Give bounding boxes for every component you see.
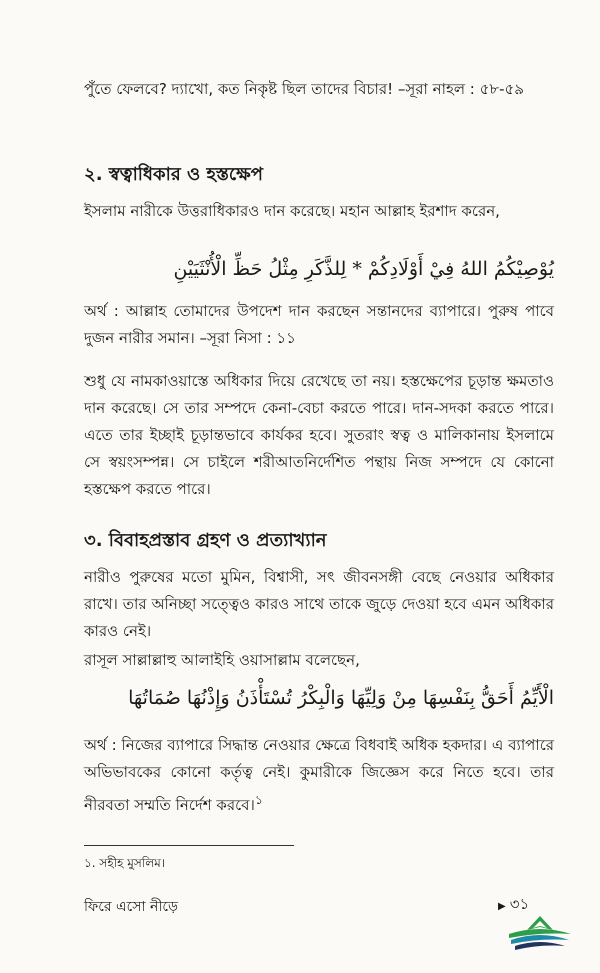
section-body: নারীও পুরুষের মতো মুমিন, বিশ্বাসী, সৎ জীবনসঙ্গী বেছে নেওয়ার অধিকার রাখে। তার অনিচ্ছা সত্ত্বেও কারও সাথে তাকে জুড়ে দেওয়া হবে এমন অধিকার কারও নেই। <box>84 568 554 640</box>
footnote: ১. সহীহ মুসলিম। <box>84 856 166 870</box>
page-number: ৩১ <box>509 895 530 913</box>
publisher-logo-icon <box>505 912 575 958</box>
footnote-marker: ১ <box>254 792 263 807</box>
continued-paragraph: পুঁতে ফেলবে? দ্যাখো, কত নিকৃষ্ট ছিল তাদের বিচার! –সূরা নাহল : ৫৮-৫৯ <box>84 80 524 98</box>
section-body: শুধু যে নামকাওয়াস্তে অধিকার দিয়ে রেখেছে তা নয়। হস্তক্ষেপের চূড়ান্ত ক্ষমতাও দান করেছে। সে তার সম্পদে কেনা-বেচা করতে পারে। দান-সদকা করতে পারে। এতে তার ইচ্ছাই চূড়ান্তভাবে কার্যকর হবে। সুতরাং স্বত্ব ও মালিকানায় ইসলামে সে স্বয়ংসম্পন্ন। সে চাইলে শরীআতনির্দেশিত পন্থায় নিজ সম্পদে যে কোনো হস্তক্ষেপ করতে পারে। <box>84 372 554 498</box>
quran-verse-arabic: يُوْصِيْكُمُ اللهُ فِيْ أَوْلَادِكُمْ * لِلذَّكَرِ مِثْلُ حَظِّ الْأُنْثَيَيْنِ <box>173 258 554 280</box>
hadith-translation <box>84 732 554 819</box>
footnote-divider <box>84 845 294 846</box>
hadith-intro: রাসূল সাল্লাল্লাহু আলাইহি ওয়াসাল্লাম বলেছেন, <box>84 651 360 669</box>
book-title: ফিরে এসো নীড়ে <box>84 899 179 915</box>
triangle-marker-icon: ▶ <box>498 901 506 912</box>
section-heading-inheritance: ২. স্বত্বাধিকার ও হস্তক্ষেপ <box>84 164 263 185</box>
section-heading-marriage: ৩. বিবাহপ্রস্তাব গ্রহণ ও প্রত্যাখ্যান <box>84 530 327 551</box>
translation-text: অর্থ : নিজের ব্যাপারে সিদ্ধান্ত নেওয়ার ক্ষেত্রে বিধবাই অধিক হকদার। এ ব্যাপারে অভিভাবকের কোনো কর্তৃত্ব নেই। কুমারীকে জিজ্ঞেস করে নিতে হবে। তার নীরবতা সম্মতি নির্দেশ করবে। <box>84 736 554 814</box>
section-intro: ইসলাম নারীকে উত্তরাধিকারও দান করেছে। মহান আল্লাহ ইরশাদ করেন, <box>84 202 500 220</box>
hadith-arabic: الْأَيِّمُ أَحَقُّ بِنَفْسِهَا مِنْ وَلِيِّهَا وَالْبِكْرُ تُسْتَأْذَنُ وَإِذْنُهَا صُمَاتُهَا <box>128 687 554 709</box>
verse-translation: অর্থ : আল্লাহ তোমাদের উপদেশ দান করছেন সন্তানদের ব্যাপারে। পুরুষ পাবে দুজন নারীর সমান। –সূরা নিসা : ১১ <box>84 302 554 347</box>
